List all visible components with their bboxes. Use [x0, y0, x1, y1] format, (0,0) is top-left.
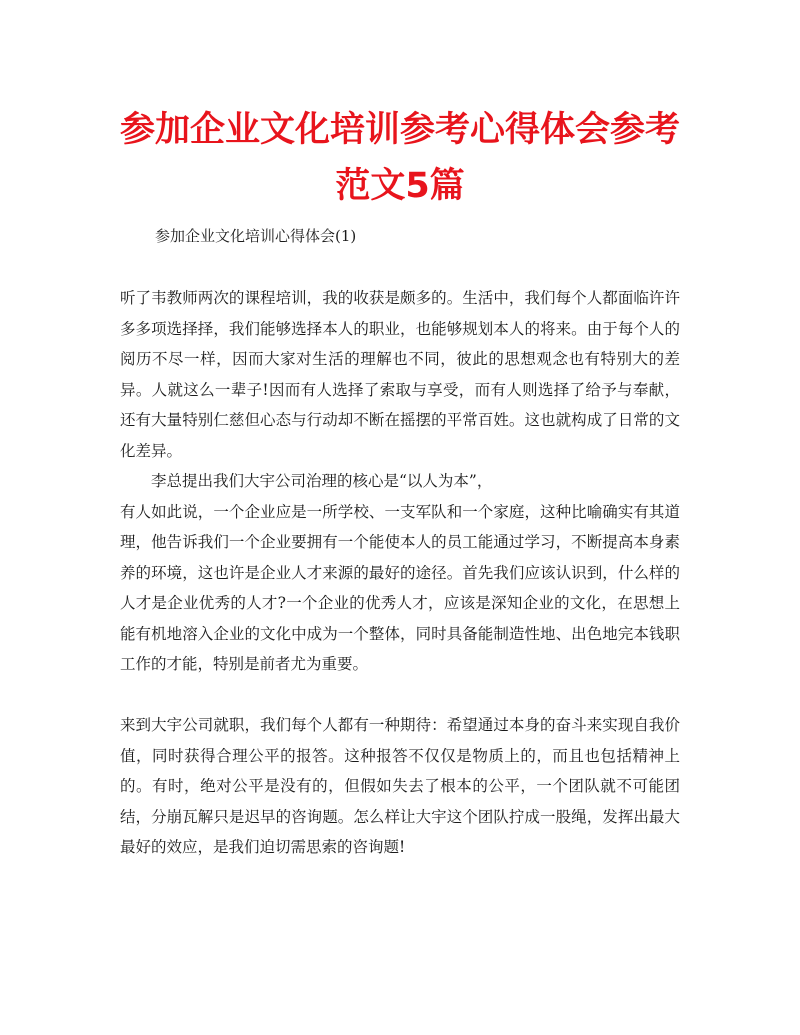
paragraph-2-lead: 李总提出我们大宇公司治理的核心是“以人为本”，: [151, 472, 493, 490]
paragraph-2: 有人如此说，一个企业应是一所学校、一支军队和一个家庭，这种比喻确实有其道理，他告诉我们一个企业要拥有一个能使本人的员工能通过学习，不断提高本身素养的环境，这也许是企业人才来源的最好的途径。首先我们应该认识到，什么样的人才是企业优秀的人才?一个企业的优秀人才，应该是深知企业的文化，在思想上能有机地溶入企业的文化中成为一个整体，同时具备能制造性地、出色地完本钱职工作的才能，特别是前者尤为重要。: [120, 502, 680, 673]
document-title: 参加企业文化培训参考心得体会参考范文5篇: [119, 110, 680, 206]
section-heading: 参加企业文化培训心得体会(1): [155, 227, 357, 245]
paragraph-2-block: [120, 466, 680, 680]
paragraph-1: 听了韦教师两次的课程培训，我的收获是颇多的。生活中，我们每个人都面临许许多多项选择择，我们能够选择本人的职业，也能够规划本人的将来。由于每个人的阅历不尽一样，因而大家对生活的理解也不同，彼此的思想观念也有特别大的差异。人就这么一辈子!因而有人选择了索取与享受，而有人则选择了给予与奉献，还有大量特别仁慈但心态与行动却不断在摇摆的平常百姓。这也就构成了日常的文化差异。: [120, 289, 680, 460]
paragraph-3: 来到大宇公司就职，我们每个人都有一种期待：希望通过本身的奋斗来实现自我价值，同时获得合理公平的报答。这种报答不仅仅是物质上的，而且也包括精神上的。有时，绝对公平是没有的，但假如失去了根本的公平，一个团队就不可能团结，分崩瓦解只是迟早的咨询题。怎么样让大宇这个团队拧成一股绳，发挥出最大最好的效应，是我们迫切需思索的咨询题!: [120, 716, 680, 856]
